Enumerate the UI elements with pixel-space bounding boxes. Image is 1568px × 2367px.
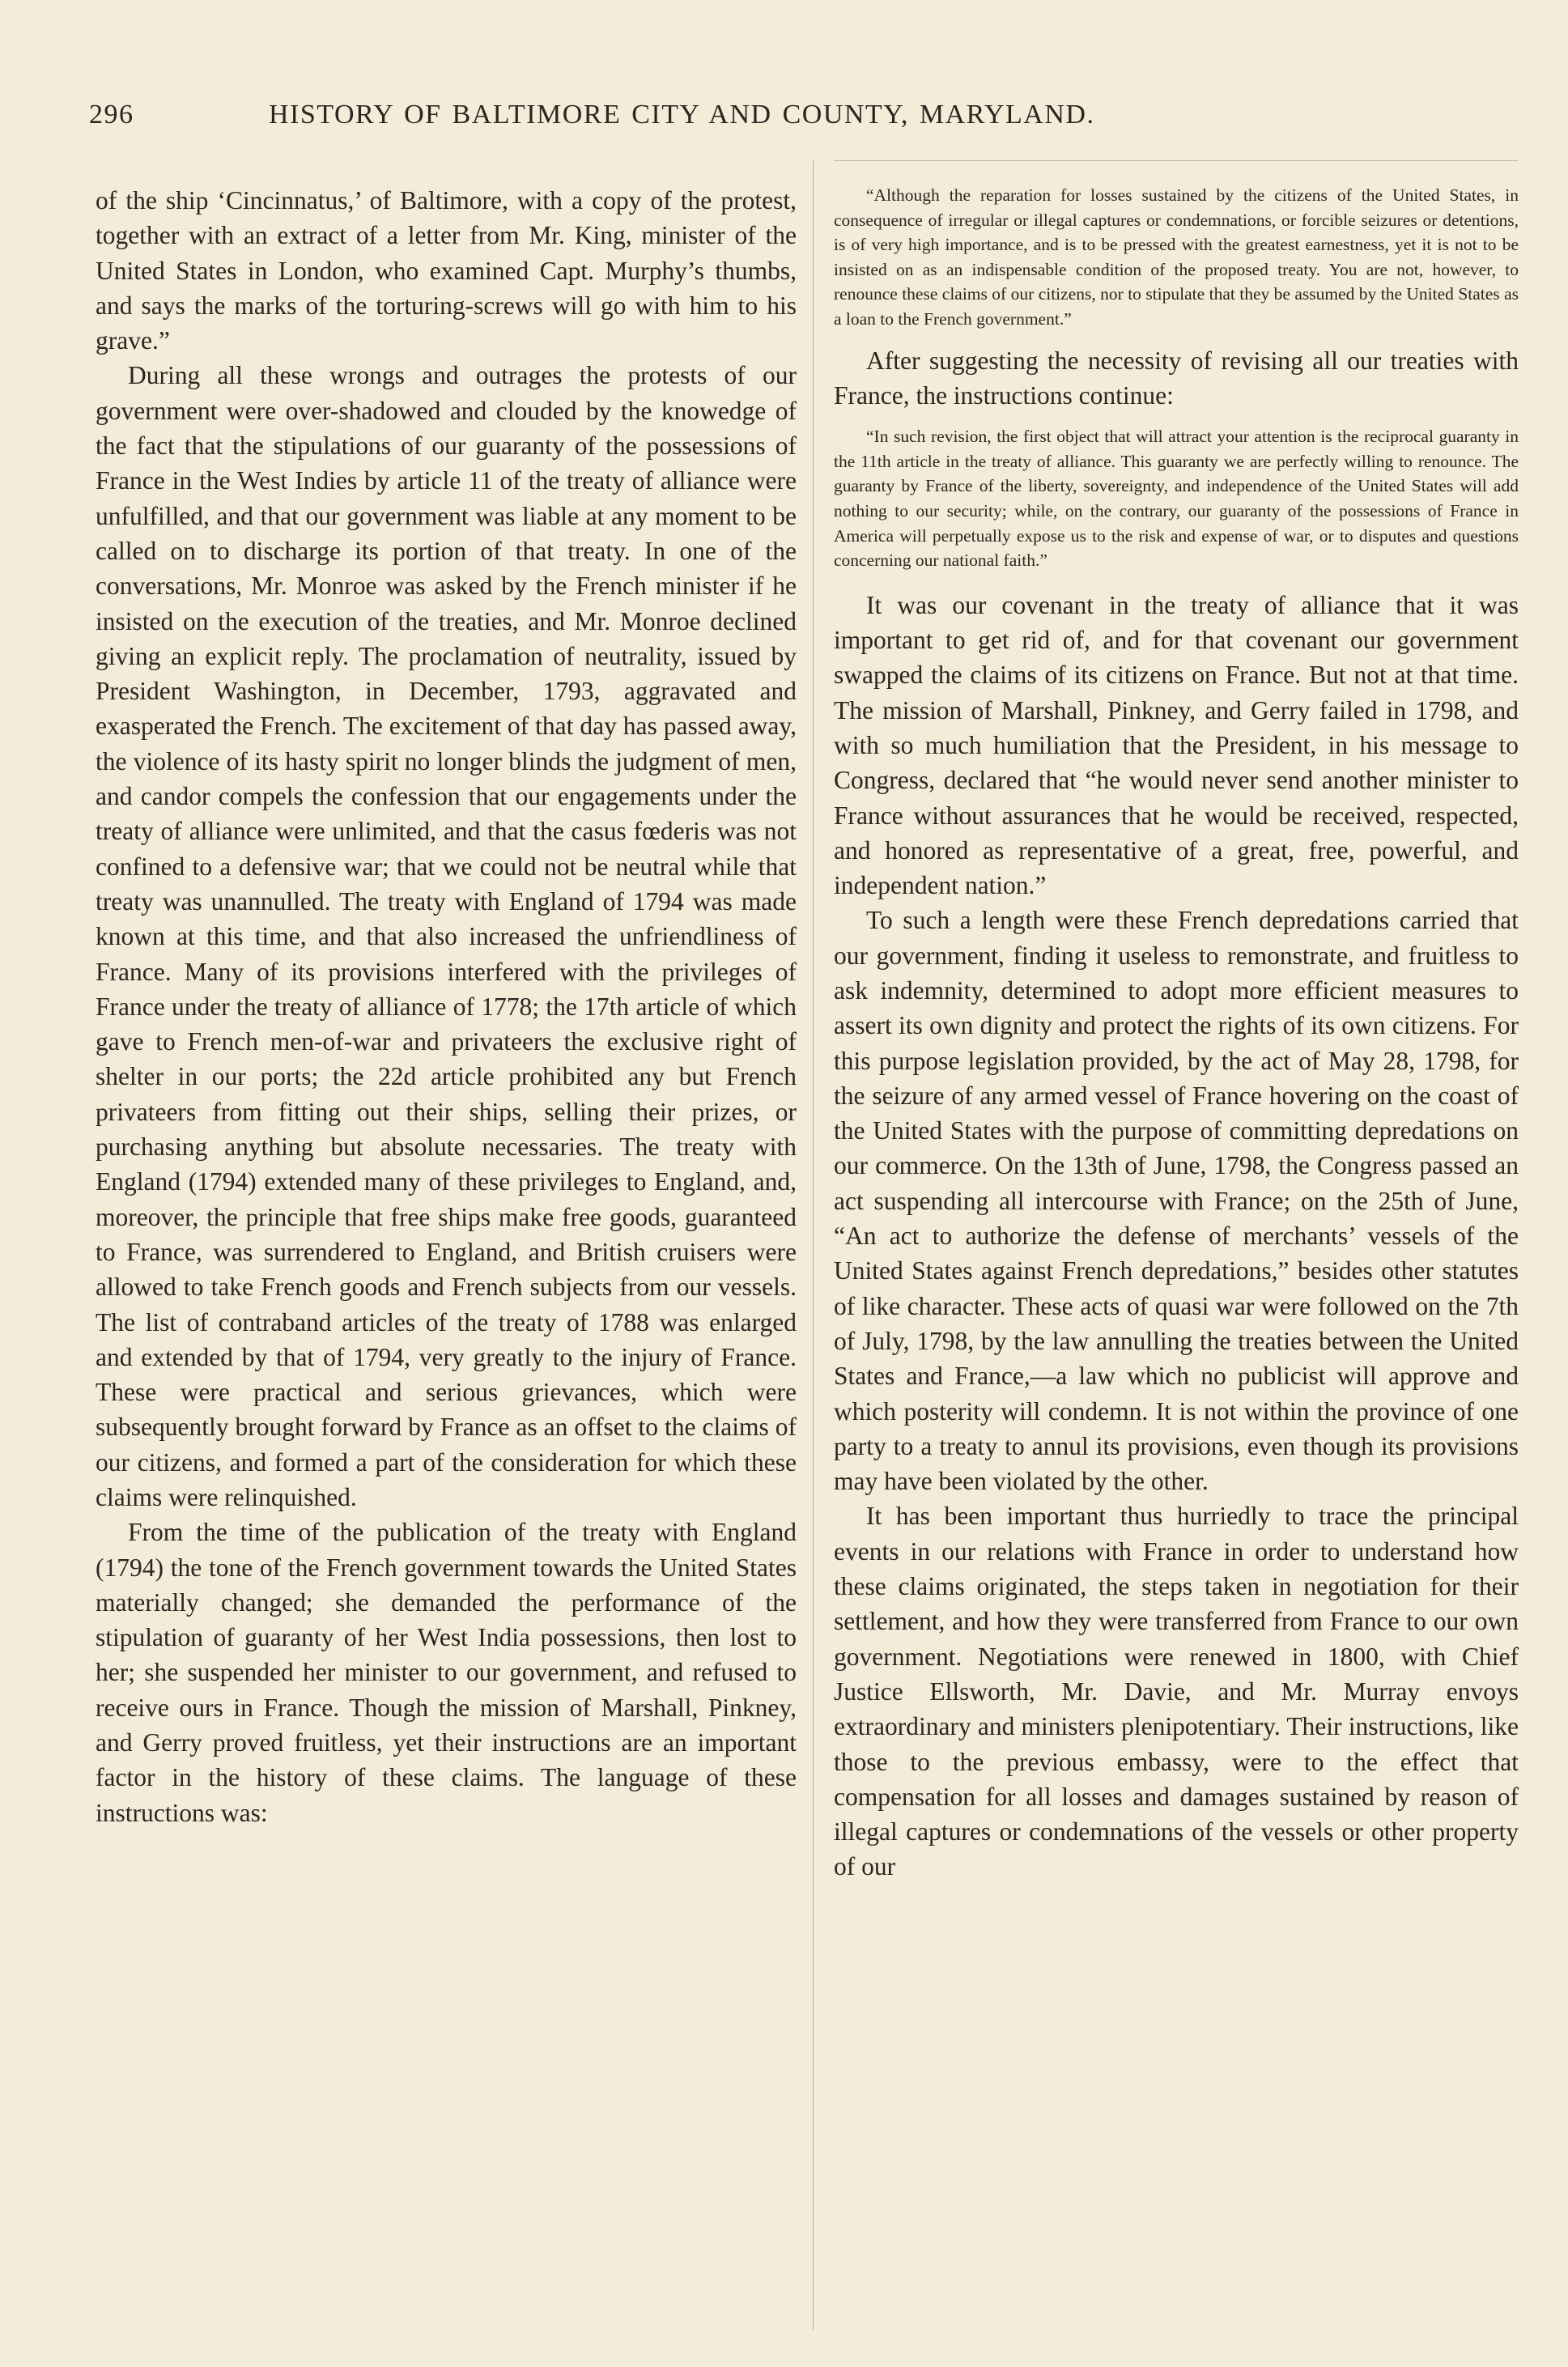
column-divider	[813, 160, 814, 2330]
block-quote: “Although the reparation for losses sustained by the citizens of the United States, in consequence of irregular or illegal captures or condemnations, or forcible seizures or detentions, is of very high importance, and is to be pressed with the greatest earnestness, yet it is not to be insisted on as an indispensable condition of the proposed treaty. You are not, however, to renounce these claims of our citizens, nor to stipulate that they be assumed by the United States as a loan to the French government.”	[834, 185, 1519, 329]
paragraph: After suggesting the necessity of revising all our treaties with France, the instructions continue:	[834, 346, 1519, 410]
paragraph: It was our covenant in the treaty of alliance that it was important to get rid of, and for that covenant our government swapped the claims of its citizens on France. But not at that time. The mission of Marshall, Pinkney, and Gerry failed in 1798, and with so much humiliation that the President, in his message to Congress, declared that “he would never send another minister to France without assurances that he would be received, respected, and honored as representative of a great, free, powerful, and independent nation.”	[834, 590, 1519, 900]
running-title: HISTORY OF BALTIMORE CITY AND COUNTY, MARYLAND.	[269, 100, 1095, 130]
top-rule	[834, 160, 1519, 161]
paragraph: From the time of the publication of the treaty with England (1794) the tone of the French government towards the United States materially changed; she demanded the performance of the stipulation of guaranty of her West India possessions, then lost to her; she suspended her minister to our government, and refused to receive ours in France. Though the mission of Marshall, Pinkney, and Gerry proved fruitless, yet their instructions are an important factor in the history of these claims. The language of these instructions was:	[96, 1518, 797, 1827]
left-column	[96, 183, 797, 1830]
paragraph: During all these wrongs and outrages the protests of our government were over-shadowed and clouded by the knowedge of the fact that the stipulations of our guaranty of the possessions of France in the West Indies by article 11 of the treaty of alliance were unfulfilled, and that our government was liable at any moment to be called on to discharge its portion of that treaty. In one of the conversations, Mr. Monroe was asked by the French minister if he insisted on the execution of the treaties, and Mr. Monroe declined giving an explicit reply. The proclamation of neutrality, issued by President Washington, in December, 1793, aggravated and exasperated the French. The excitement of that day has passed away, the violence of its hasty spirit no longer blinds the judgment of men, and candor compels the confession that our engagements under the treaty of alliance were unlimited, and that the casus fœderis was not confined to a defensive war; that we could not be neutral while that treaty was unannulled. The treaty with England of 1794 was made known at this time, and that also increased the unfriendliness of France. Many of its provisions interfered with the privileges of France under the treaty of alliance of 1778; the 17th article of which gave to French men-of-war and privateers the exclusive right of shelter in our ports; the 22d article prohibited any but French privateers from fitting out their ships, selling their prizes, or purchasing anything but absolute necessaries. The treaty with England (1794) extended many of these privileges to England, and, moreover, the principle that free ships make free goods, guaranteed to France, was surrendered to England, and British cruisers were allowed to take French goods and French subjects from our vessels. The list of contraband articles of the treaty of 1788 was enlarged and extended by that of 1794, very greatly to the injury of France. These were practical and serious grievances, which were subsequently brought forward by France as an offset to the claims of our citizens, and formed a part of the consideration for which these claims were relinquished.	[96, 361, 797, 1511]
running-header	[89, 99, 1530, 131]
block-quote: “In such revision, the first object that will attract your attention is the reciprocal guaranty in the 11th article in the treaty of alliance. This guaranty we are perfectly willing to renounce. The guaranty by France of the liberty, sovereignty, and independence of the United States will add nothing to our security; while, on the contrary, our guaranty of the possessions of France in America will perpetually expose us to the risk and expense of war, or to disputes and questions concerning our national faith.”	[834, 427, 1519, 571]
paragraph: of the ship ‘Cincinnatus,’ of Baltimore, with a copy of the protest, together with an extract of a letter from Mr. King, minister of the United States in London, who examined Capt. Murphy’s thumbs, and says the marks of the torturing-screws will go with him to his grave.”	[96, 186, 797, 355]
paragraph: To such a length were these French depredations carried that our government, finding it useless to remonstrate, and fruitless to ask indemnity, determined to adopt more efficient measures to assert its own dignity and protect the rights of its own citizens. For this purpose legislation provided, by the act of May 28, 1798, for the seizure of any armed vessel of France hovering on the coast of the United States with the purpose of committing depredations on our commerce. On the 13th of June, 1798, the Congress passed an act suspending all intercourse with France; on the 25th of June, “An act to authorize the defense of merchants’ vessels of the United States against French depredations,” besides other statutes of like character. These acts of quasi war were followed on the 7th of July, 1798, by the law annulling the treaties between the United States and France,—a law which no publicist will approve and which posterity will condemn. It is not within the province of one party to a treaty to annul its provisions, even though its provisions may have been violated by the other.	[834, 906, 1519, 1496]
paragraph: It has been important thus hurriedly to trace the principal events in our relations with France in order to understand how these claims originated, the steps taken in negotiation for their settlement, and how they were transferred from France to our own government. Negotiations were renewed in 1800, with Chief Justice Ellsworth, Mr. Davie, and Mr. Murray envoys extraordinary and ministers plenipotentiary. Their instructions, like those to the previous embassy, were to the effect that compensation for all losses and damages sustained by reason of illegal captures or condemnations of the vessels or other property of our	[834, 1502, 1519, 1881]
page-number: 296	[89, 100, 134, 130]
right-column	[834, 183, 1519, 1885]
